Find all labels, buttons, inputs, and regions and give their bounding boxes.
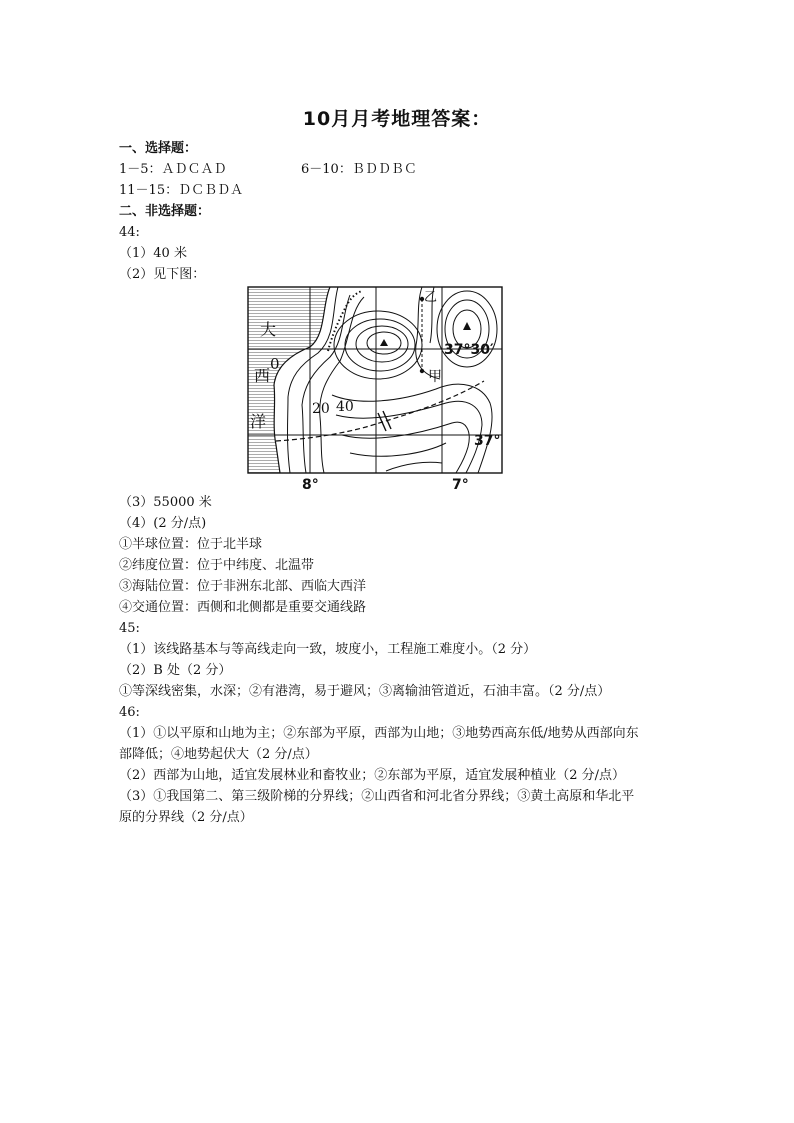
contour-label-0: 0	[270, 355, 280, 373]
mc-answers-6-10: 6－10：ＢＤＤＢＣ	[301, 162, 417, 177]
place-yi: 乙	[424, 290, 438, 305]
q44-point-2: ②纬度位置：位于中纬度、北温带	[119, 558, 315, 573]
summit-east	[463, 322, 471, 330]
contour-line	[320, 297, 364, 473]
contour-line	[350, 443, 446, 456]
contour-line	[386, 462, 442, 471]
lon-label-8: 8°	[302, 477, 319, 493]
contour-label-20: 20	[312, 401, 330, 417]
q44-answer-1: （1）40 米	[119, 246, 187, 261]
ocean-char-1: 大	[260, 320, 277, 339]
contour-line	[334, 311, 422, 379]
dashed-road	[276, 381, 484, 441]
page-title: 10月月考地理答案：	[302, 108, 492, 130]
q46-answer-3-line2: 原的分界线（2 分/点）	[119, 810, 253, 825]
lat-label-37: 37°	[474, 433, 501, 449]
q46-number: 46:	[119, 705, 140, 720]
q44-answer-3: （3）55000 米	[119, 495, 212, 510]
q44-point-4: ④交通位置：西侧和北侧都是重要交通线路	[119, 600, 367, 615]
mc-answers-1-5: 1－5：ＡＤＣＡＤ	[119, 162, 227, 177]
point-jia	[420, 369, 424, 373]
section1-heading: 一、选择题：	[119, 141, 198, 156]
contour-line	[332, 384, 492, 473]
q45-answer-3: ①等深线密集，水深；②有港湾，易于避风；③离输油管道近，石油丰富。（2 分/点）	[119, 684, 611, 699]
q45-number: 45:	[119, 621, 140, 636]
contour-map-svg	[246, 285, 506, 495]
lat-label-37-30: 37°30′	[444, 342, 494, 358]
contour-line	[336, 401, 482, 473]
contour-line	[345, 319, 415, 371]
q45-answer-1: （1）该线路基本与等高线走向一致，坡度小，工程施工难度小。（2 分）	[119, 642, 537, 657]
q46-answer-1-line1: （1）①以平原和山地为主；②东部为平原，西部为山地；③地势西高东低/地势从西部向东	[119, 726, 639, 741]
q44-number: 44:	[119, 225, 140, 240]
q46-answer-1-line2: 部降低；④地势起伏大（2 分/点）	[119, 747, 318, 762]
q46-answer-3-line1: （3）①我国第二、第三级阶梯的分界线；②山西省和河北省分界线；③黄土高原和华北平	[119, 789, 635, 804]
q46-answer-2: （2）西部为山地，适宜发展林业和畜牧业；②东部为平原，适宜发展种植业（2 分/点）	[119, 768, 626, 783]
contour-label-40: 40	[336, 399, 354, 415]
section2-heading: 二、非选择题：	[119, 204, 211, 219]
contour-map-figure	[246, 285, 506, 495]
mc-answers-11-15: 11－15：ＤＣＢＤＡ	[119, 183, 244, 198]
q45-answer-2: （2）B 处（2 分）	[119, 663, 232, 678]
q44-point-3: ③海陆位置：位于非洲东北部、西临大西洋	[119, 579, 367, 594]
lon-label-7: 7°	[452, 477, 469, 493]
q44-answer-4: （4）(2 分/点)	[119, 516, 207, 531]
summit-west	[380, 339, 388, 346]
place-jia: 甲	[428, 369, 442, 385]
ocean-char-3: 洋	[250, 412, 267, 431]
q44-point-1: ①半球位置：位于北半球	[119, 537, 263, 552]
q44-answer-2: （2）见下图：	[119, 267, 206, 282]
ocean-char-2: 西	[254, 366, 271, 385]
